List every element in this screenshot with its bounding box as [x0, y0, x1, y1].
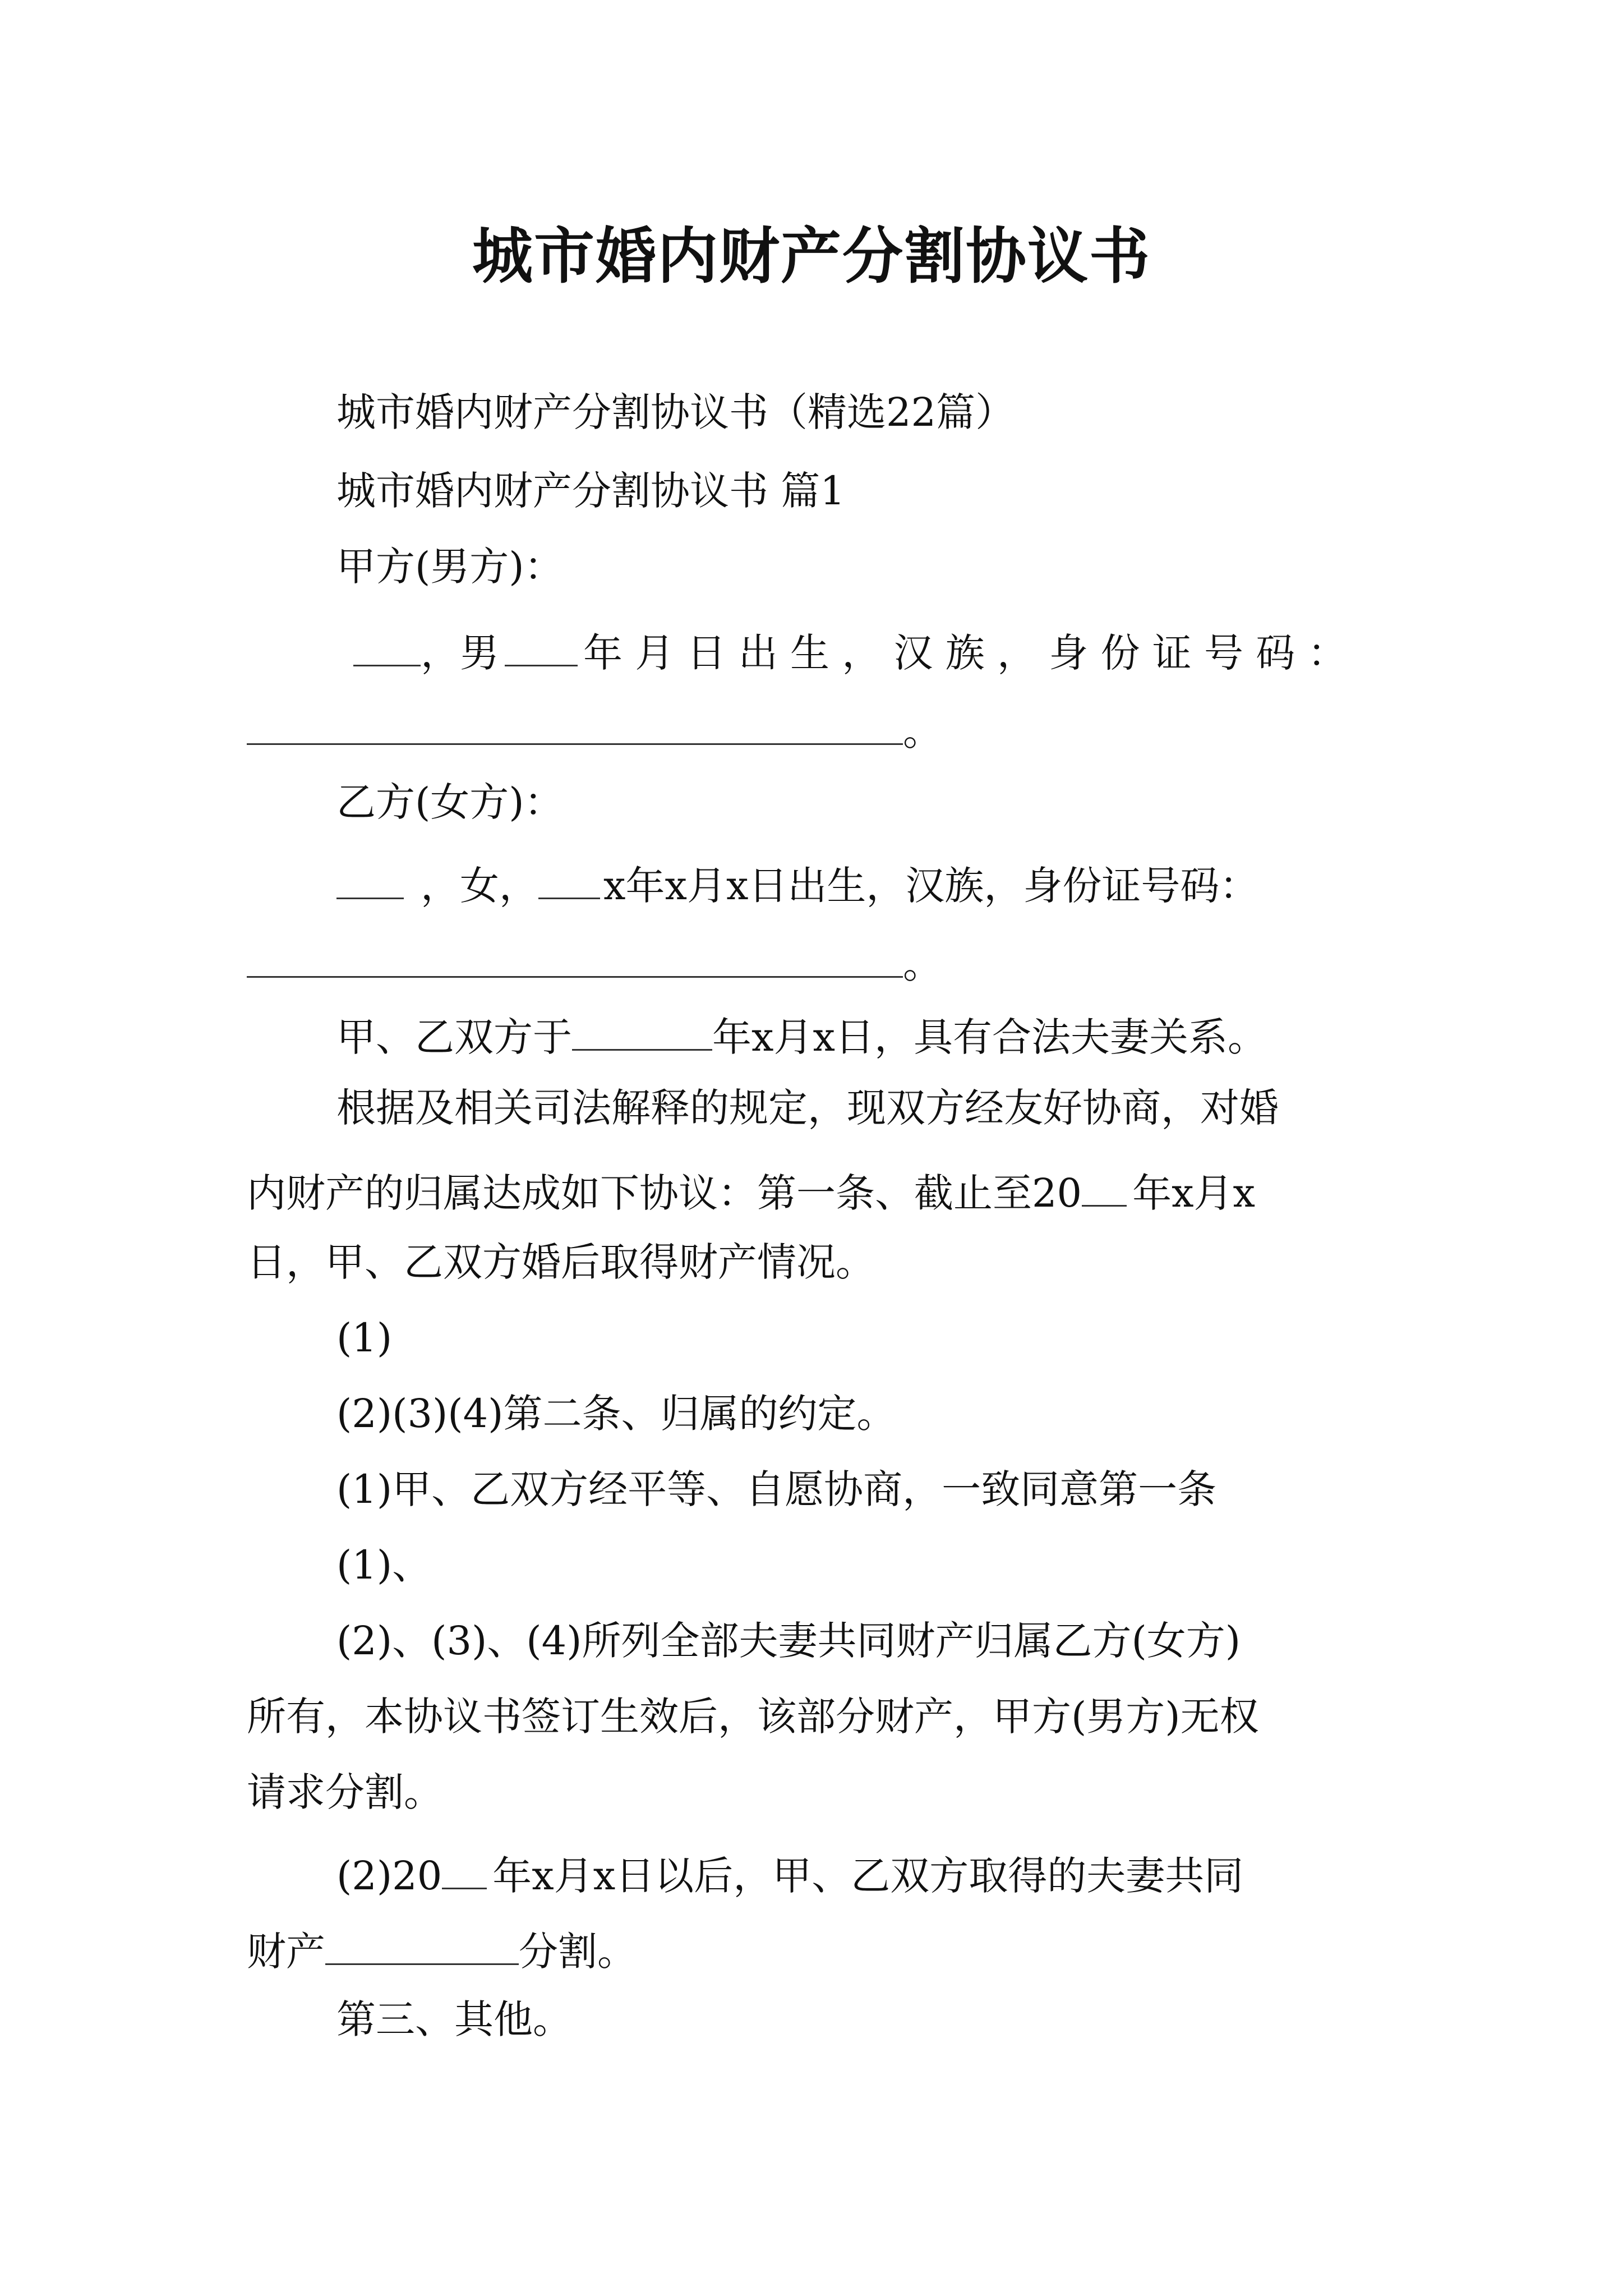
- party-b-gender: ，女，: [421, 863, 538, 909]
- party-b-id-line: [247, 937, 942, 987]
- marriage-after: 年x月x日，具有合法夫妻关系。: [712, 1014, 1267, 1060]
- party-b-birth-id: x年x月x日出生，汉族，身份证号码：: [603, 863, 1259, 909]
- basis-line-2-b: 年x月x: [1132, 1170, 1256, 1216]
- basis-line-1: 根据及相关司法解释的规定，现双方经友好协商，对婚: [336, 1085, 1279, 1131]
- name-blank: [353, 625, 421, 666]
- party-a-id-line: [247, 704, 942, 754]
- marriage-line: [336, 1010, 1267, 1060]
- clause-2-b: 年x月x日以后，甲、乙双方取得的夫妻共同: [492, 1853, 1244, 1899]
- item-2-4: (2)(3)(4)第二条、归属的约定。: [336, 1391, 896, 1437]
- marriage-before: 甲、乙双方于: [336, 1014, 572, 1060]
- items-line-2: 所有，本协议书签订生效后，该部分财产，甲方(男方)无权: [247, 1694, 1259, 1740]
- items-line-3: 请求分割。: [247, 1769, 443, 1815]
- party-b-info-line: [336, 858, 1259, 909]
- section-heading: 城市婚内财产分割协议书 篇1: [336, 468, 845, 514]
- birth-year-blank: [538, 858, 600, 899]
- clause-2-line-1: [336, 1848, 1244, 1899]
- items-line-1: (2)、(3)、(4)所列全部夫妻共同财产归属乙方(女方): [336, 1618, 1241, 1664]
- basis-line-2-a: 内财产的归属达成如下协议：第一条、截止至20: [247, 1170, 1082, 1216]
- year-blank: [1082, 1166, 1127, 1207]
- third-clause: 第三、其他。: [336, 1996, 572, 2042]
- clause-2-c: 财产: [247, 1929, 325, 1975]
- year-blank: [442, 1848, 487, 1889]
- subtitle-line: 城市婚内财产分割协议书（精选22篇）: [336, 389, 1015, 435]
- party-a-label: 甲方(男方)：: [336, 544, 564, 590]
- marriage-year-blank: [572, 1010, 712, 1051]
- party-a-info-line: [336, 625, 1347, 676]
- name-blank: [336, 858, 404, 899]
- item-1b: (1)、: [336, 1542, 432, 1588]
- basis-line-2: [247, 1166, 1256, 1216]
- id-number-blank: [247, 937, 903, 978]
- agree-line: (1)甲、乙双方经平等、自愿协商，一致同意第一条: [336, 1466, 1217, 1512]
- party-a-gender: ，男: [421, 630, 499, 676]
- party-a-birth-id: 年 月 日 出 生 ， 汉 族 ， 身 份 证 号 码 ：: [583, 630, 1347, 676]
- item-1: (1): [336, 1315, 393, 1361]
- document-title: 城市婚内财产分割协议书: [472, 221, 1151, 292]
- method-blank: [325, 1924, 519, 1965]
- clause-2-d: 分割。: [519, 1929, 637, 1975]
- clause-2-a: (2)20: [336, 1853, 442, 1899]
- clause-2-line-2: [247, 1924, 637, 1975]
- birth-year-blank: [505, 625, 578, 666]
- basis-line-3: 日，甲、乙双方婚后取得财产情况。: [247, 1239, 875, 1285]
- party-b-label: 乙方(女方)：: [336, 779, 564, 825]
- id-number-blank: [247, 704, 903, 745]
- period: 。: [903, 941, 942, 987]
- period: 。: [903, 708, 942, 754]
